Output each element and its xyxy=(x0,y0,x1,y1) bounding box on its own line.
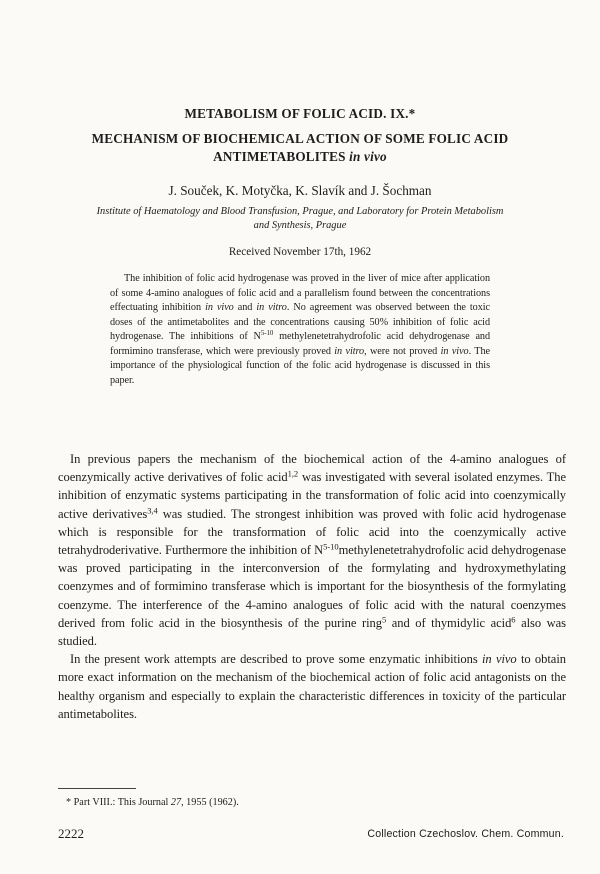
authors: J. Souček, K. Motyčka, K. Slavík and J. Šochman xyxy=(168,183,432,198)
citation-superscript: 5 xyxy=(381,614,387,625)
footnote-text-a: * Part VIII.: This Journal xyxy=(66,797,169,808)
paper-title-main: ANTIMETABOLITES xyxy=(213,149,346,164)
body-text-1c: was studied. The strongest inhibition was proved with folic acid hydrogenase which is responsible for the transformation of folic acid into the coenzymically active tetrahydroderivative. Furthermore the inhibition of N xyxy=(58,506,566,558)
citation-superscript: 6 xyxy=(511,614,516,625)
abstract-italic-3: in vitro xyxy=(334,345,365,357)
body-text-2b: to obtain more exact information on the mechanism of the biochemical action of folic acid antagonists on the healthy organism and especially to explain the characteristic differences in toxicity of the particular antimetabolites. xyxy=(58,652,566,721)
formula-superscript: 5-10 xyxy=(323,541,339,552)
series-title: METABOLISM OF FOLIC ACID. IX.* xyxy=(184,106,416,121)
affiliation-line2: and Synthesis, Prague xyxy=(253,220,347,231)
abstract-text-2: . No agreement was observed between the toxic doses of the antimetabolites and the concentrations causing 50% inhibition of folic acid hydrogenase. The inhibitions of N xyxy=(110,302,491,343)
abstract-italic-1: in vivo xyxy=(205,302,234,314)
abstract-paragraph xyxy=(110,272,490,388)
body-text-1a: In previous papers the mechanism of the biochemical action of the 4-amino analogues of coenzymically active derivatives of folic acid xyxy=(58,452,566,485)
journal-name: Collection Czechoslov. Chem. Commun. xyxy=(367,828,564,840)
received-date: Received November 17th, 1962 xyxy=(228,246,372,258)
body-text xyxy=(58,450,566,723)
paper-title-line1: MECHANISM OF BIOCHEMICAL ACTION OF SOME FOLIC ACID xyxy=(91,131,509,146)
body-italic: in vivo xyxy=(482,652,517,667)
body-text-1b: was investigated with several isolated enzymes. The inhibition of enzymatic systems participating in the transformation of folic acid into coenzymically active derivatives xyxy=(58,470,566,521)
affiliation-line1: Institute of Haematology and Blood Transfusion, Prague, and Laboratory for Protein Metabolism xyxy=(96,206,504,217)
footnote-text-b: , 1955 (1962). xyxy=(181,797,239,808)
paper-title-line2 xyxy=(40,149,560,165)
abstract-italic-2: in vitro xyxy=(256,302,287,314)
body-text-1d: methylenetetrahydrofolic acid dehydrogenase was proved participating in the interconversion of the formylating and hydroxymethylating coenzymes and of formimino transferase which is important for the biosynthesis of the formylating coenzyme. The interference of the 4-amino analogues of folic acid with the natural coenzymes derived from folic acid in the biosynthesis of the purine ring xyxy=(58,543,566,630)
footnote-volume: 27 xyxy=(170,797,182,808)
footnote-rule xyxy=(58,788,136,789)
citation-superscript: 1,2 xyxy=(287,468,299,479)
page-number: 2222 xyxy=(58,826,84,841)
body-paragraph-1 xyxy=(58,450,566,650)
abstract-superscript: 5-10 xyxy=(260,330,274,338)
body-text-2a: In the present work attempts are described to prove some enzymatic inhibitions xyxy=(70,652,478,667)
paper-title-italic: in vivo xyxy=(349,149,387,164)
body-paragraph-2 xyxy=(58,650,566,723)
body-text-1f: also was studied. xyxy=(58,615,566,649)
abstract-text-5: . The importance of the physiological function of the folic acid hydrogenase is discussed in this paper. xyxy=(110,345,490,386)
abstract xyxy=(110,272,490,388)
abstract-text-3: methylenetetrahydrofolic acid dehydrogenase and formimino transferase, which were previously proved xyxy=(110,331,490,357)
abstract-italic-4: in vivo xyxy=(440,345,469,357)
abstract-text-1: The inhibition of folic acid hydrogenase was proved in the liver of mice after application of some 4-amino analogues of folic acid and a parallelism found between the concentrations effectuating inhibition xyxy=(110,273,490,314)
citation-superscript: 3,4 xyxy=(147,504,158,515)
abstract-text-4: , were not proved xyxy=(364,345,438,357)
affiliation xyxy=(40,205,560,233)
abstract-and: and xyxy=(237,302,253,314)
body-text-1e: and of thymidylic acid xyxy=(386,615,512,630)
footnote xyxy=(66,797,546,808)
